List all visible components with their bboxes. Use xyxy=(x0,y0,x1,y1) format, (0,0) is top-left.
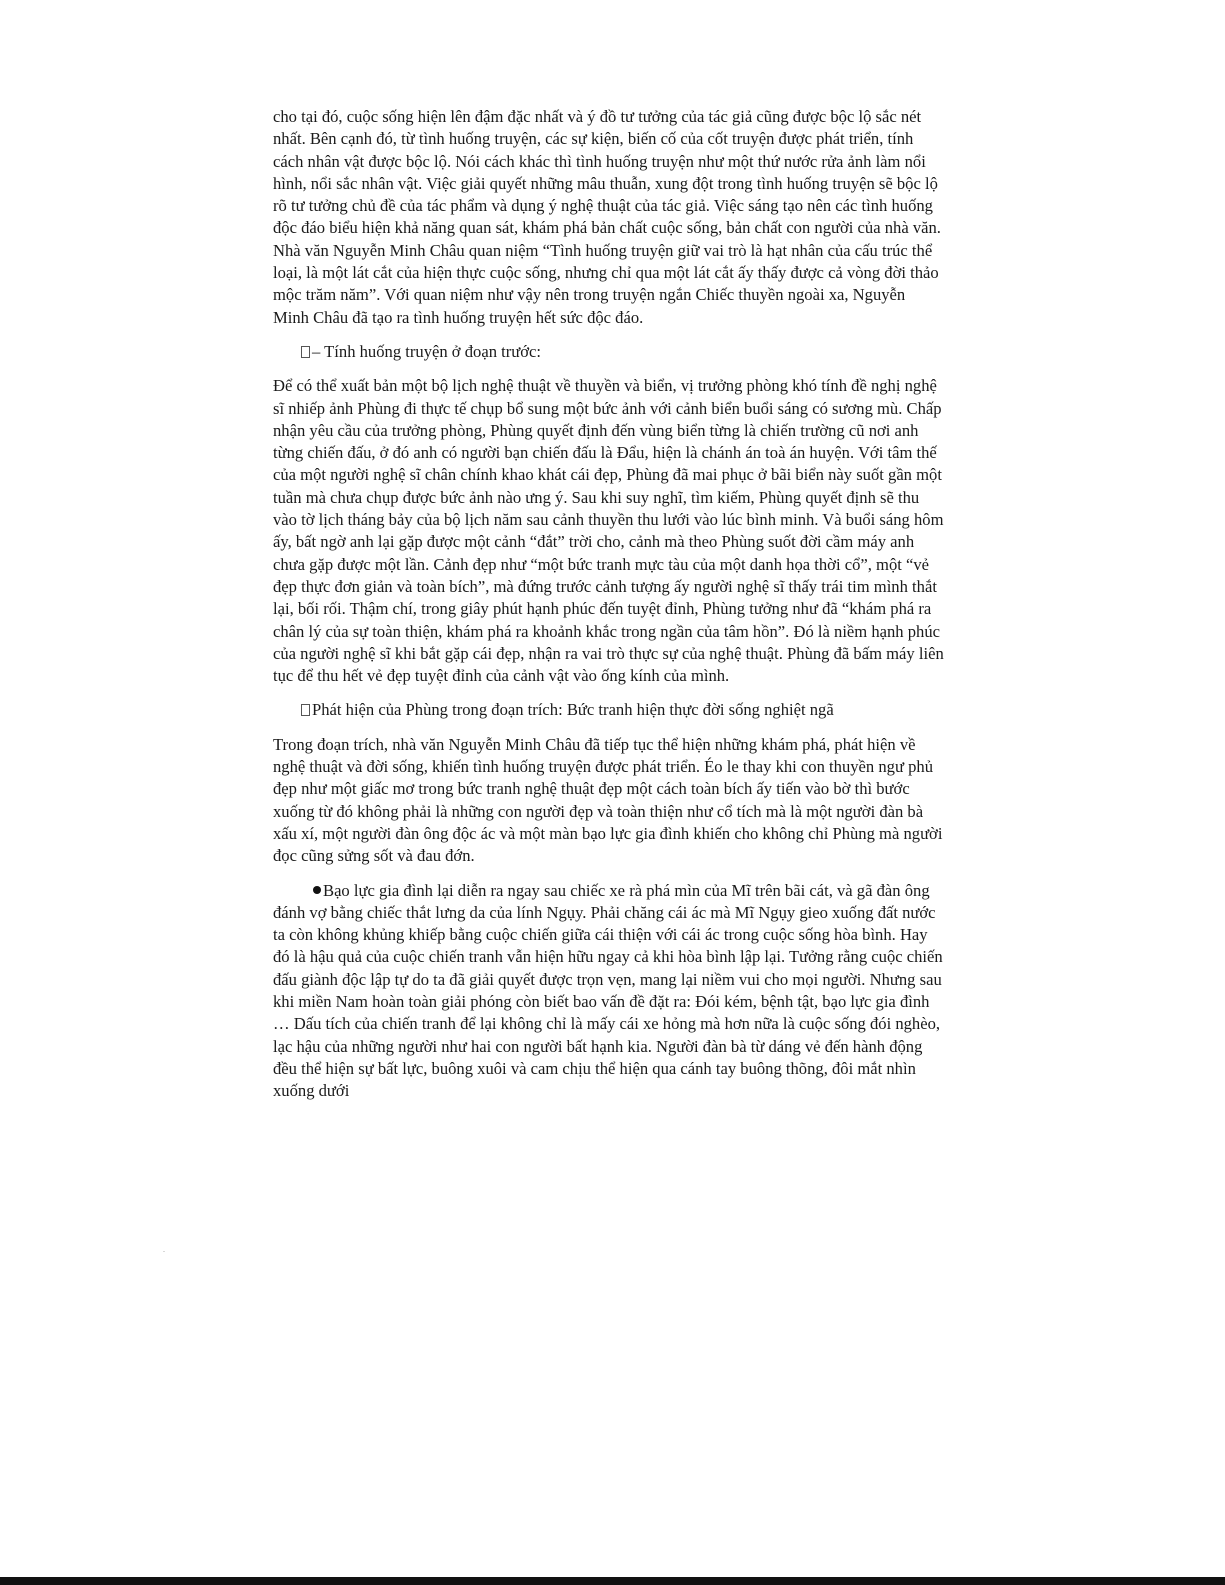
section-heading-text: – Tính huống truyện ở đoạn trước: xyxy=(312,341,542,361)
scan-speck xyxy=(163,1251,165,1252)
bullet-paragraph-text: Bạo lực gia đình lại diễn ra ngay sau chiếc xe rà phá mìn của Mĩ trên bãi cát, và gã đàn ông đánh vợ bằng chiếc thắt lưng da của lính Ngụy. Phải chăng cái ác mà Mĩ Ngụy gieo xuống đất nước ta còn không khủng khiếp bằng cuộc chiến giữa cái thiện với cái ác trong cuộc sống hòa bình. Hay đó là hậu quả của cuộc chiến tranh vẫn hiện hữu ngay cả khi hòa bình lập lại. Tưởng rằng cuộc chiến đấu giành độc lập tự do ta đã giải quyết được trọn vẹn, mang lại niềm vui cho mọi người. Nhưng sau khi miền Nam hoàn toàn giải phóng còn biết bao vấn đề đặt ra: Đói kém, bệnh tật, bạo lực gia đình … Dấu tích của chiến tranh để lại không chỉ là mấy cái xe hỏng mà hơn nữa là cuộc sống đói nghèo, lạc hậu của những người như hai con người bất hạnh kia. Người đàn bà từ dáng vẻ đến hành động đều thể hiện sự bất lực, buông xuôi và cam chịu thể hiện qua cánh tay buông thõng, đôi mắt nhìn xuống dưới xyxy=(273,880,943,1101)
section-heading-text: Phát hiện của Phùng trong đoạn trích: Bức tranh hiện thực đời sống nghiệt ngã xyxy=(312,700,834,720)
paragraph-situation: Để có thể xuất bản một bộ lịch nghệ thuật về thuyền và biển, vị trưởng phòng khó tính đề nghị nghệ sĩ nhiếp ảnh Phùng đi thực tế chụp bổ sung một bức ảnh với cảnh biển buổi sáng có sương mù. Chấp nhận yêu cầu của trưởng phòng, Phùng quyết định đến vùng biển từng là chiến trường cũ nơi anh từng chiến đấu, ở đó anh có người bạn chiến đấu là Đẩu, hiện là chánh án toà án huyện. Với tâm thế của một người nghệ sĩ chân chính khao khát cái đẹp, Phùng đã mai phục ở bãi biển này suốt gần một tuần mà chưa chụp được bức ảnh nào ưng ý. Sau khi suy nghĩ, tìm kiếm, Phùng quyết định sẽ thu vào tờ lịch tháng bảy của bộ lịch năm sau cảnh thuyền thu lưới vào lúc bình minh. Và buổi sáng hôm ấy, bất ngờ anh lại gặp được một cảnh “đắt” trời cho, cảnh mà theo Phùng suốt đời cầm máy anh chưa gặp được một lần. Cảnh đẹp như “một bức tranh mực tàu của một danh họa thời cổ”, một “vẻ đẹp thực đơn giản và toàn bích”, mà đứng trước cảnh tượng ấy người nghệ sĩ thấy trái tim mình thắt lại, bối rối. Thậm chí, trong giây phút hạnh phúc đến tuyệt đỉnh, Phùng tưởng như đã “khám phá ra chân lý của sự toàn thiện, khám phá ra khoảnh khắc trong ngần của tâm hồn”. Đó là niềm hạnh phúc của người nghệ sĩ khi bắt gặp cái đẹp, nhận ra vai trò thực sự của nghệ thuật. Phùng đã bấm máy liên tục để thu hết vẻ đẹp tuyệt đỉnh của cảnh vật vào ống kính của mình. xyxy=(273,376,944,686)
checkbox-glyph-icon xyxy=(301,704,310,716)
bullet-paragraph-violence xyxy=(273,880,945,1103)
paragraph-intro: cho tại đó, cuộc sống hiện lên đậm đặc nhất và ý đồ tư tưởng của tác giả cũng được bộc lộ sắc nét nhất. Bên cạnh đó, từ tình huống truyện, các sự kiện, biến cố của cốt truyện được phát triển, tính cách nhân vật được bộc lộ. Nói cách khác thì tình huống truyện như một thứ nước rửa ảnh làm nổi hình, nổi sắc nhân vật. Việc giải quyết những mâu thuẫn, xung đột trong tình huống truyện sẽ bộc lộ rõ tư tưởng chủ đề của tác phẩm và dụng ý nghệ thuật của tác giả. Việc sáng tạo nên các tình huống độc đáo biểu hiện khả năng quan sát, khám phá bản chất cuộc sống, bản chất con người của nhà văn. Nhà văn Nguyễn Minh Châu quan niệm “Tình huống truyện giữ vai trò là hạt nhân của cấu trúc thể loại, là một lát cắt của hiện thực cuộc sống, nhưng chỉ qua một lát cắt ấy thấy được cả vòng đời thảo mộc trăm năm”. Với quan niệm như vậy nên trong truyện ngắn Chiếc thuyền ngoài xa, Nguyễn Minh Châu đã tạo ra tình huống truyện hết sức độc đáo. xyxy=(273,107,941,327)
checkbox-glyph-icon xyxy=(301,346,310,358)
paragraph-discovery: Trong đoạn trích, nhà văn Nguyễn Minh Châu đã tiếp tục thể hiện những khám phá, phát hiện về nghệ thuật và đời sống, khiến tình huống truyện được phát triển. Éo le thay khi con thuyền ngư phủ đẹp như một giấc mơ trong bức tranh nghệ thuật đẹp một cách toàn bích ấy tiến vào bờ thì bước xuống từ đó không phải là những con người đẹp và toàn thiện như cổ tích mà là một người đàn bà xấu xí, một người đàn ông độc ác và một màn bạo lực gia đình khiến cho không chỉ Phùng mà người đọc cũng sửng sốt và đau đớn. xyxy=(273,734,943,866)
section-heading-discovery xyxy=(301,699,945,721)
document-body xyxy=(273,106,945,1114)
section-heading-situation xyxy=(301,341,945,363)
page-bottom-edge xyxy=(0,1577,1225,1585)
bullet-dot-icon xyxy=(313,886,321,894)
